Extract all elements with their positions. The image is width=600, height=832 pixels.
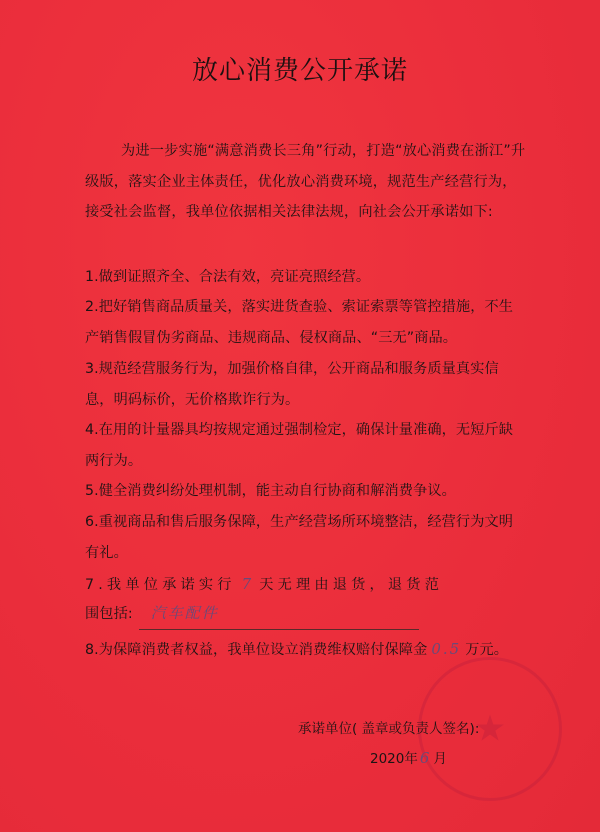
commitment-item-6: 6.重视商品和售后服务保障，生产经营场所环境整洁，经营行为文明有礼。 — [85, 514, 514, 561]
commitment-item-8 — [85, 634, 525, 666]
date-month-suffix: 月 — [433, 751, 447, 767]
item-8-prefix: 8.为保障消费者权益，我单位设立消费维权赔付保障金 — [85, 642, 428, 658]
seal-star-icon: ★ — [473, 708, 507, 750]
handwritten-scope: 汽车配件 — [150, 604, 219, 622]
commitment-item-7 — [85, 569, 525, 601]
scope-fill-line — [139, 604, 419, 630]
commitment-date — [370, 747, 447, 767]
handwritten-amount: 0.5 — [431, 640, 462, 658]
item-7-suffix: 天无理由退货，退货范 — [259, 577, 444, 593]
signature-label: 承诺单位( 盖章或负责人签名): — [298, 721, 480, 737]
commitment-item-1: 1.做到证照齐全、合法有效，亮证亮照经营。 — [85, 269, 371, 285]
commitment-item-2: 2.把好销售商品质量关，落实进货查验、索证索票等管控措施，不生产销售假冒伪劣商品、违规商品、侵权商品、“三无”商品。 — [85, 299, 514, 346]
commitment-item-5: 5.健全消费纠纷处理机制，能主动自行协商和解消费争议。 — [85, 483, 456, 499]
handwritten-days: 7 — [241, 575, 254, 593]
intro-paragraph: 为进一步实施“满意消费长三角”行动，打造“放心消费在浙江”升级版，落实企业主体责任，优化放心消费环境，规范生产经营行为，接受社会监督，我单位依据相关法律法规，向社会公开承诺如下: — [85, 143, 526, 220]
item-7-prefix: 7.我单位承诺实行 — [85, 577, 236, 593]
commitment-item-4: 4.在用的计量器具均按规定通过强制检定，确保计量准确，无短斤缺两行为。 — [85, 422, 514, 469]
handwritten-month: 6 — [419, 749, 432, 767]
commitment-item-7-line-2 — [85, 599, 525, 630]
item-7-scope-label: 围包括: — [85, 606, 133, 622]
item-8-suffix: 万元。 — [465, 642, 509, 658]
document-title: 放心消费公开承诺 — [191, 56, 408, 86]
commitment-item-3: 3.规范经营服务行为，加强价格自律，公开商品和服务质量真实信息，明码标价，无价格欺诈行为。 — [85, 361, 499, 408]
date-year: 2020年 — [370, 751, 418, 767]
